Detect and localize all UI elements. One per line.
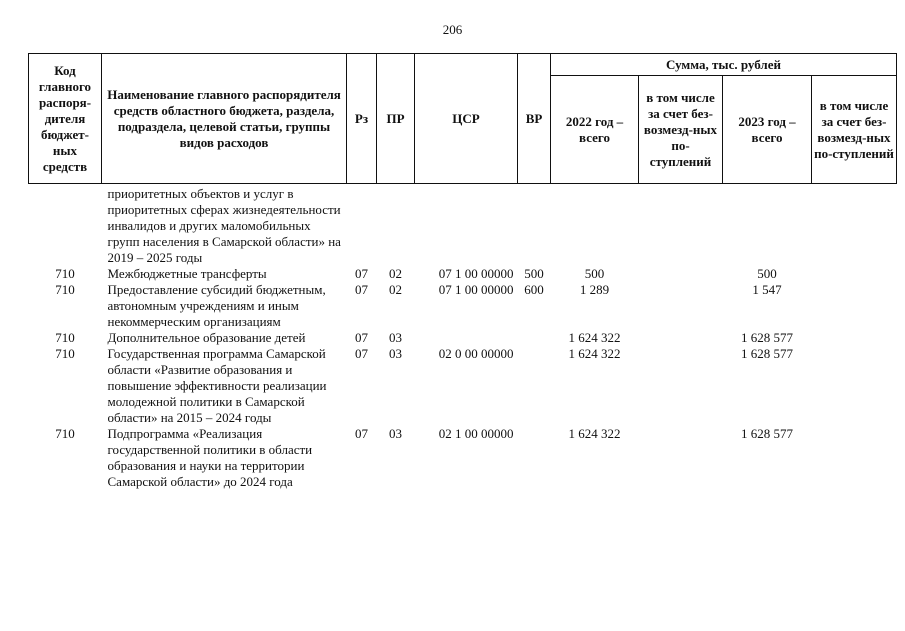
cell-2023-free [812,346,897,426]
cell-code: 710 [55,426,75,441]
cell-code: 710 [55,330,75,345]
table-row [29,184,897,267]
cell-2023-total: 1 628 577 [741,346,793,361]
table-row [29,346,897,426]
cell-code: 710 [55,346,75,361]
header-2023-free: в том числе за счет без-возмезд-ных по-ступлений [812,76,897,184]
cell-name: Межбюджетные трансферты [107,266,267,281]
cell-name: Предоставление субсидий бюджетным, автономным учреждениям и иным некоммерческим организациям [107,282,326,329]
cell-2022-total: 1 289 [579,282,610,297]
cell-name: приоритетных объектов и услуг в приоритетных сферах жизнедеятельности инвалидов и других маломобильных групп населения в Самарской области» на 2019 – 2025 годы [107,186,341,265]
cell-2022-total [551,184,639,267]
cell-2022-free [639,346,723,426]
cell-2023-total: 1 547 [752,282,782,297]
cell-rz: 07 [355,346,368,361]
cell-rz: 07 [355,282,368,297]
cell-pr: 03 [389,330,402,345]
table-row [29,266,897,282]
cell-2022-free [639,330,723,346]
cell-2023-free [812,426,897,490]
cell-csr: 07 1 00 00000 [438,282,514,297]
table-row [29,330,897,346]
cell-code: 710 [55,282,75,297]
cell-vr: 500 [524,266,544,281]
cell-pr [377,184,415,267]
cell-2023-free [812,266,897,282]
cell-csr: 02 0 00 00000 [438,346,514,361]
cell-csr: 02 1 00 00000 [438,426,514,441]
cell-2022-total: 1 624 322 [568,330,621,345]
cell-2022-total: 1 624 322 [568,426,621,441]
cell-rz: 07 [355,266,368,281]
cell-2023-total: 1 628 577 [741,426,793,441]
cell-2023-free [812,184,897,267]
header-2022-total: 2022 год – всего [551,76,639,184]
header-2022-free: в том числе за счет без-возмезд-ных по-ступлений [639,76,723,184]
header-2023-total: 2023 год – всего [723,76,812,184]
header-sum-group: Сумма, тыс. рублей [551,54,897,76]
cell-2022-free [639,426,723,490]
cell-pr: 03 [389,426,402,441]
cell-2023-free [812,330,897,346]
table-row [29,426,897,490]
cell-rz [347,184,377,267]
cell-rz: 07 [355,426,368,441]
cell-vr [518,346,551,426]
table-body [29,184,897,491]
header-vr: ВР [518,54,551,184]
page-number: 206 [442,22,463,37]
cell-2023-free [812,282,897,330]
cell-code: 710 [55,266,75,281]
cell-pr: 02 [389,266,402,281]
cell-vr [518,184,551,267]
cell-2023-total [723,184,812,267]
cell-csr: 07 1 00 00000 [438,266,514,281]
header-pr: ПР [377,54,415,184]
cell-name: Государственная программа Самарской области «Развитие образования и повышение эффективности реализации молодежной политики в Самарской области» на 2015 – 2024 годы [107,346,327,425]
cell-name: Дополнительное образование детей [107,330,306,345]
cell-vr [518,426,551,490]
cell-2022-free [639,282,723,330]
cell-vr [518,330,551,346]
cell-pr: 03 [389,346,402,361]
header-name: Наименование главного распорядителя средств областного бюджета, раздела, подраздела, целевой статьи, группы видов расходов [102,54,347,184]
cell-2023-total: 500 [757,266,777,281]
cell-pr: 02 [389,282,402,297]
header-csr: ЦСР [415,54,518,184]
cell-2022-total: 500 [584,266,605,281]
header-rz: Рз [347,54,377,184]
cell-csr [415,184,518,267]
cell-rz: 07 [355,330,368,345]
cell-2022-total: 1 624 322 [568,346,621,361]
table-row [29,282,897,330]
header-code: Код главного распоря-дителя бюджет-ных средств [29,54,102,184]
cell-name: Подпрограмма «Реализация государственной политики в области образования и науки на территории Самарской области» до 2024 года [107,426,313,489]
cell-code [29,184,102,267]
cell-2022-free [639,184,723,267]
cell-2022-free [639,266,723,282]
cell-vr: 600 [524,282,544,297]
cell-csr [415,330,518,346]
budget-table [28,53,897,490]
cell-2023-total: 1 628 577 [741,330,793,345]
